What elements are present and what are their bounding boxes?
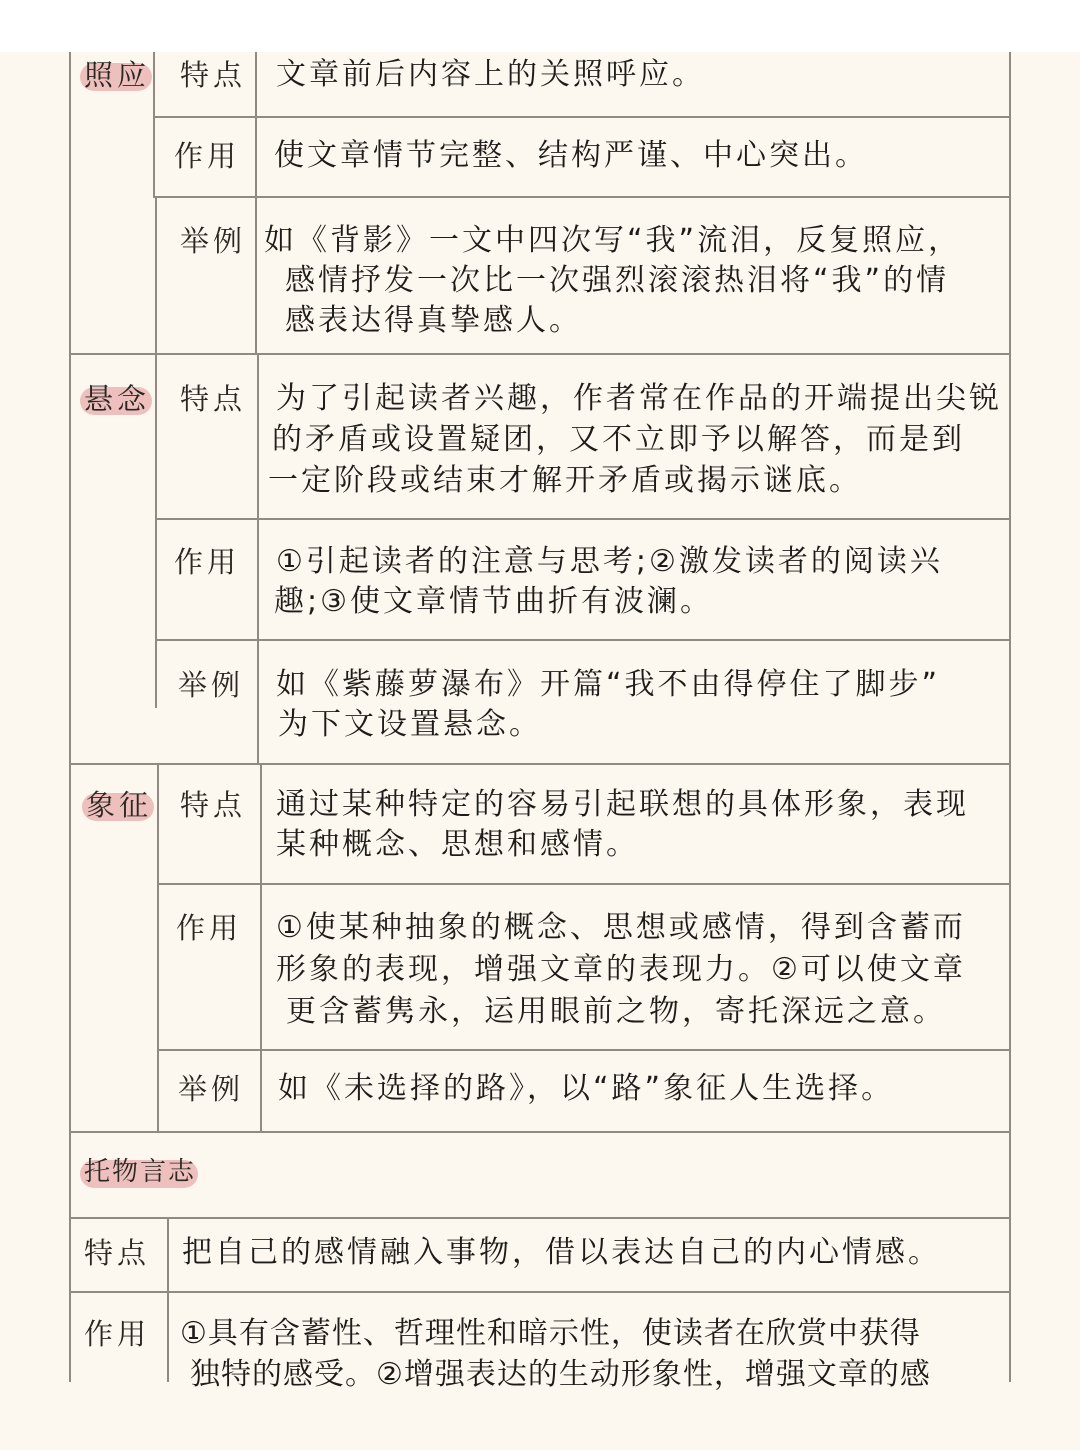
- notes-page: [0, 52, 1080, 1450]
- feature-text: 通过某种特定的容易引起联想的具体形象，表现: [276, 787, 969, 822]
- example-label: 举例: [178, 1072, 245, 1106]
- column-divider: [255, 52, 257, 354]
- effect-text: 形象的表现，增强文章的表现力。②可以使文章: [276, 952, 966, 987]
- row-divider: [157, 1049, 1009, 1051]
- row-divider: [155, 518, 1009, 520]
- row-divider: [155, 196, 1009, 198]
- section-title-xiangzheng: 象征: [86, 784, 152, 826]
- effect-text: 趣;③使文章情节曲折有波澜。: [274, 584, 714, 619]
- effect-text: ①具有含蓄性、哲理性和暗示性，使读者在欣赏中获得: [180, 1316, 921, 1351]
- row-divider: [153, 116, 1009, 118]
- feature-label: 特点: [180, 58, 247, 92]
- row-divider: [155, 639, 1009, 641]
- effect-text: 使文章情节完整、结构严谨、中心突出。: [274, 138, 868, 173]
- example-text: 如《背影》一文中四次写“我”流泪，反复照应，: [264, 223, 962, 258]
- row-divider: [157, 883, 1009, 885]
- feature-label: 特点: [84, 1236, 151, 1270]
- section-title-xuannian: 悬念: [84, 378, 150, 420]
- section-divider: [69, 1217, 1009, 1219]
- feature-label: 特点: [180, 788, 247, 822]
- section-divider: [69, 353, 1009, 355]
- column-divider: [167, 1218, 169, 1382]
- effect-text: 独特的感受。②增强表达的生动形象性，增强文章的感: [190, 1357, 931, 1392]
- column-divider: [260, 764, 262, 1132]
- column-divider: [157, 764, 159, 1132]
- example-text: 感表达得真挚感人。: [285, 303, 582, 338]
- section-divider: [69, 1131, 1009, 1133]
- feature-text: 把自己的感情融入事物，借以表达自己的内心情感。: [182, 1235, 941, 1270]
- effect-label: 作用: [174, 139, 241, 173]
- feature-text: 文章前后内容上的关照呼应。: [276, 57, 705, 92]
- effect-text: ①引起读者的注意与思考;②激发读者的阅读兴: [276, 544, 943, 579]
- example-text: 如《未选择的路》，以“路”象征人生选择。: [278, 1071, 895, 1106]
- example-text: 为下文设置悬念。: [278, 707, 542, 742]
- effect-text: ①使某种抽象的概念、思想或感情，得到含蓄而: [276, 910, 966, 945]
- section-title-zhaoying: 照应: [84, 54, 150, 96]
- example-label: 举例: [178, 668, 245, 702]
- effect-text: 更含蓄隽永，运用眼前之物，寄托深远之意。: [286, 994, 946, 1029]
- feature-text: 的矛盾或设置疑团，又不立即予以解答，而是到: [272, 422, 965, 457]
- feature-text: 为了引起读者兴趣，作者常在作品的开端提出尖锐: [276, 381, 1002, 416]
- column-divider: [155, 198, 157, 708]
- row-divider: [69, 1291, 1009, 1293]
- effect-label: 作用: [176, 911, 243, 945]
- effect-label: 作用: [174, 545, 241, 579]
- feature-text: 一定阶段或结束才解开矛盾或揭示谜底。: [268, 463, 862, 498]
- example-label: 举例: [180, 224, 247, 258]
- column-divider: [153, 52, 155, 198]
- feature-label: 特点: [180, 382, 247, 416]
- example-text: 如《紫藤萝瀑布》开篇“我不由得停住了脚步”: [276, 667, 941, 702]
- section-divider: [69, 763, 1009, 765]
- effect-label: 作用: [84, 1317, 151, 1351]
- column-divider: [257, 354, 259, 764]
- section-title-tuowu: 托物言志: [84, 1151, 196, 1193]
- table-border-right: [1009, 52, 1011, 1382]
- feature-text: 某种概念、思想和感情。: [276, 827, 639, 862]
- example-text: 感情抒发一次比一次强烈滚滚热泪将“我”的情: [285, 263, 950, 298]
- table-border-left: [69, 52, 71, 1382]
